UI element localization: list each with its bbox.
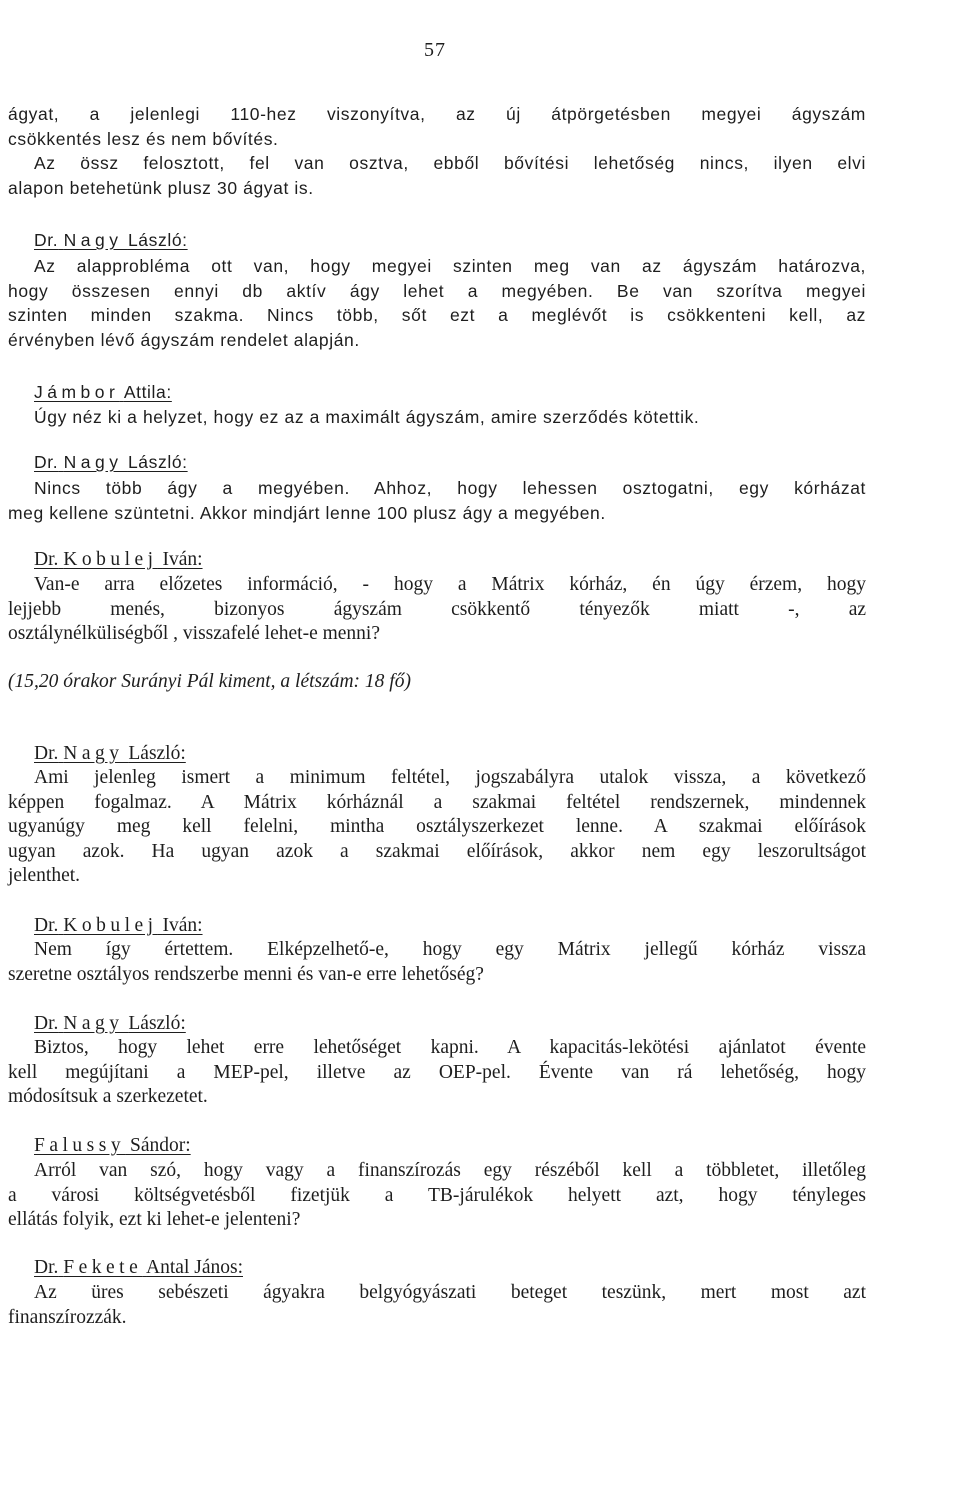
text-line: Úgy néz ki a helyzet, hogy ez az a maximált ágyszám, amire szerződés kötettik. <box>34 407 700 427</box>
text-line: ugyanúgy meg kell felelni, mintha osztályszerkezet lenne. A szakmai előírások <box>8 816 866 837</box>
attendance-note: (15,20 órakor Surányi Pál kiment, a létszám: 18 fő) <box>8 671 411 692</box>
speaker-given-name: László: <box>128 1013 186 1034</box>
text-line: csökkentés lesz és nem bővítés. <box>8 128 279 149</box>
text-line: Nem így értettem. Elképzelhető-e, hogy egy Mátrix jellegű kórház vissza <box>34 939 866 960</box>
speech-paragraph <box>8 1036 866 1110</box>
speaker-title: Dr. <box>34 549 59 570</box>
text-line: Az üres sebészeti ágyakra belgyógyászati beteget teszünk, mert most azt <box>34 1282 866 1303</box>
speech-paragraph <box>8 476 866 525</box>
text-line: kell megújítani a MEP-pel, illetve az OEP-pel. Évente van rá lehetőség, hogy <box>8 1061 866 1083</box>
speaker-surname: Jámbor <box>34 382 120 402</box>
speaker-title: Dr. <box>34 1257 59 1278</box>
text-line: lejjebb menés, bizonyos ágyszám csökkentő tényezők miatt -, az <box>8 598 866 620</box>
speaker-given-name: Attila: <box>123 382 172 402</box>
speaker-given-name: Iván: <box>162 549 203 570</box>
speaker-surname: Fekete <box>63 1257 143 1278</box>
speaker-title: Dr. <box>34 452 59 472</box>
text-line: osztálynélküliségből , visszafelé lehet-e menni? <box>8 623 380 644</box>
speaker-label <box>34 380 172 405</box>
speaker-label <box>34 228 188 253</box>
speaker-surname: Nagy <box>63 743 124 764</box>
text-line: ágyat, a jelenlegi 110-hez viszonyítva, az új átpörgetésben megyei ágyszám <box>8 104 866 124</box>
text-line: Nincs több ágy a megyében. Ahhoz, hogy lehessen osztogatni, egy kórházat <box>34 478 866 498</box>
speaker-given-name: Antal János: <box>146 1257 243 1278</box>
text-line: Biztos, hogy lehet erre lehetőséget kapni. A kapacitás-lekötési ajánlatot évente <box>34 1037 866 1058</box>
text-line: Ami jelenleg ismert a minimum feltétel, jogszabályra utalok vissza, a következő <box>34 767 866 788</box>
speaker-given-name: László: <box>128 743 186 764</box>
text-line: Az alapprobléma ott van, hogy megyei szinten meg van az ágyszám határozva, <box>34 256 866 276</box>
text-line: ugyan azok. Ha ugyan azok a szakmai előírások, akkor nem egy leszorultságot <box>8 840 866 862</box>
text-line: képpen fogalmaz. A Mátrix kórháznál a szakmai feltétel rendszernek, mindennek <box>8 791 866 813</box>
speaker-surname: Nagy <box>63 1013 124 1034</box>
speaker-label <box>34 914 203 939</box>
text-line: Arról van szó, hogy vagy a finanszírozás egy részéből kell a többletet, illetőleg <box>34 1160 866 1181</box>
text-line: módosítsuk a szerkezetet. <box>8 1086 208 1107</box>
speaker-surname: Falussy <box>34 1135 126 1156</box>
text-line: alapon betehetünk plusz 30 ágyat is. <box>8 177 314 198</box>
paragraph-continuation <box>8 102 866 200</box>
speaker-label <box>34 742 186 767</box>
speech-paragraph <box>8 254 866 352</box>
text-line: szeretne osztályos rendszerbe menni és van-e erre lehetőség? <box>8 963 484 985</box>
speaker-given-name: László: <box>127 452 188 472</box>
speech-paragraph <box>8 1281 866 1330</box>
speech-paragraph <box>8 573 866 647</box>
speaker-given-name: Iván: <box>162 915 203 936</box>
speech-paragraph <box>8 405 866 430</box>
text-line: ellátás folyik, ezt ki lehet-e jelenteni? <box>8 1209 301 1230</box>
text-line: Az össz felosztott, fel van osztva, ebből bővítési lehetőség nincs, ilyen elvi <box>34 153 866 173</box>
speaker-title: Dr. <box>34 743 59 764</box>
text-line: érvényben lévő ágyszám rendelet alapján. <box>8 329 360 350</box>
page-number: 57 <box>424 39 446 61</box>
text-line: szinten minden szakma. Nincs több, sőt ezt a meglévőt is csökkenteni kell, az <box>8 305 866 325</box>
speaker-title: Dr. <box>34 230 59 250</box>
speaker-surname: Nagy <box>63 230 123 250</box>
text-line: Van-e arra előzetes információ, - hogy a Mátrix kórház, én úgy érzem, hogy <box>34 574 866 595</box>
speech-paragraph <box>8 766 866 889</box>
speaker-label <box>34 1134 191 1159</box>
speaker-label <box>34 548 203 573</box>
speaker-label <box>34 1256 243 1281</box>
text-line: a városi költségvetésből fizetjük a TB-járulékok helyett azt, hogy tényleges <box>8 1184 866 1206</box>
speaker-label <box>34 1012 186 1037</box>
speaker-label <box>34 450 188 475</box>
speech-paragraph <box>8 938 866 987</box>
speaker-given-name: Sándor: <box>129 1135 191 1156</box>
speech-paragraph <box>8 1159 866 1233</box>
speaker-surname: Kobulej <box>63 915 158 936</box>
speaker-title: Dr. <box>34 915 59 936</box>
text-line: finanszírozzák. <box>8 1306 127 1328</box>
speaker-surname: Kobulej <box>63 549 158 570</box>
text-line: hogy összesen ennyi db aktív ágy lehet a megyében. Be van szorítva megyei <box>8 280 866 301</box>
speaker-title: Dr. <box>34 1013 59 1034</box>
speaker-given-name: László: <box>127 230 188 250</box>
text-line: jelenthet. <box>8 865 81 886</box>
speaker-surname: Nagy <box>63 452 123 472</box>
text-line: meg kellene szüntetni. Akkor mindjárt lenne 100 plusz ágy a megyében. <box>8 502 606 523</box>
